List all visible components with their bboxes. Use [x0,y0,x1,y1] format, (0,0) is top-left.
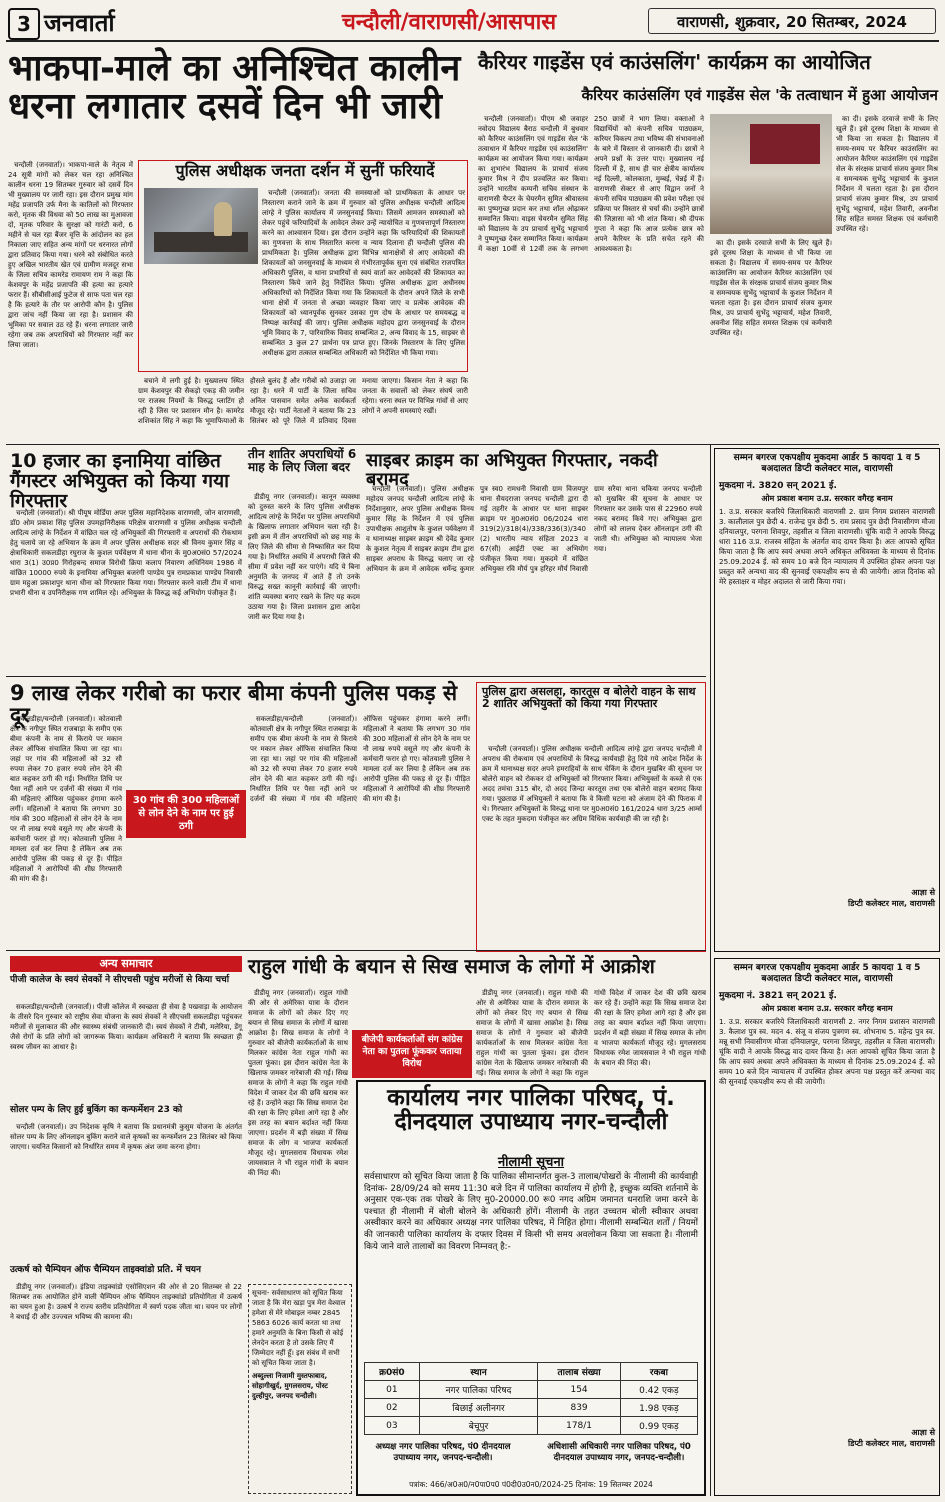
headline-maale-dharna: भाकपा-माले का अनिश्चित कालीन धरना लगातार दसवें दिन भी जारी [8,48,461,127]
rule-3 [6,950,706,951]
anya-samachar-header: अन्य समाचार [10,956,242,972]
story-rahul-body [248,988,348,1188]
notice-title: कार्यालय नगर पालिका परिषद, पं. दीनदयाल उपाध्याय नगर-चन्दौली [387,1085,675,1136]
col-sn: क्र0सं0 [365,1363,420,1381]
cell: 0.99 एकड़ [620,1417,697,1435]
cell: बेचूपुर [419,1417,538,1435]
table-row [365,1399,698,1417]
rule-1 [6,444,939,445]
story-solar-text: चन्दौली (जनवार्ता)। उप निदेशक कृषि ने बताया कि प्रधानमंत्री कुसुम योजना के अंतर्गत सोलर पम्प के लिए ऑनलाइन बुकिंग कराने वाले कृषकों का कन्फर्मेशन 23 सितंबर को किया जाएगा। चयनित किसानों को निर्धारित समय में कृषक अंश जमा करना होगा। [10,1123,242,1151]
cell: 01 [365,1381,420,1399]
legal1-body: 1. उ.प्र. सरकार बजरिये जिलाधिकारी वाराणसी 2. ग्राम निगम प्रशासन वाराणसी 3. कालीलाल पुत्र छेदी 4. राजेन्द्र पुत्र छेदी 5. राम प्रसाद पुत्र छेदी निवासीगण मौजा दनियालपुर, परगना शिवपुर, तहसील व जिला वाराणसी। चूंकि वादी ने आपके विरुद्ध धारा 116 उ.प्र. राजस्व संहिता के अंतर्गत वाद दायर किया है। अतः आपको सूचित किया जाता है कि आप स्वयं अथवा अपने अधिकृत अधिवक्ता के माध्यम से दिनांक 25.09.2024 ई. को समय 10 बजे दिन न्यायालय में उपस्थित होकर अपना पक्ष प्रस्तुत करें अन्यथा वाद की सुनवाई एकपक्षीय रूप से की जायेगी। आज दिनांक को मेरे हस्ताक्षर व मोहर अदालत से जारी किया गया। [719,507,935,586]
story-jila-badar-body [248,492,360,674]
headline-sp-janata: पुलिस अधीक्षक जनता दर्शन में सुनीं फरियादें [175,161,435,180]
col-pond-num: तालाब संख्या [538,1363,621,1381]
cell: 839 [538,1399,621,1417]
subhead-career: कैरियर काउंसलिंग एवं गाइडेंस सेल 'के तत्वाधान में हुआ आयोजन [581,86,938,104]
story-gangster-body [10,508,242,674]
headline-career: कैरियर गाइडेंस एवं काउंसलिंग' कार्यक्रम का आयोजित [478,50,871,74]
cell: बिछाई अलीनगर [419,1399,538,1417]
notice-sign-left: अध्यक्ष नगर पालिका परिषद, पं0 दीनदयाल उपाध्याय नगर, जनपद-चन्दौली। [375,1442,511,1463]
notice-table-wrap [364,1362,698,1435]
story-pg-college-body [10,1002,242,1102]
headline-gangster: 10 हजार का इनामिया वांछित गैंगस्टर अभियुक्त को किया गया गिरफ्तार [10,450,230,512]
story-career-body [478,114,704,440]
legal2-signer: डिप्टी कलेक्टर माल, वाराणसी [848,1439,935,1448]
notice-footer: पत्रांक: 466/अ0अ0/न0पा0प0 पं0दी0उ0न0/2024-25 दिनांक: 19 सितम्बर 2024 [409,1480,653,1489]
dateline: वाराणसी, शुक्रवार, 20 सितम्बर, 2024 [648,8,936,34]
story-maale-cont [138,376,468,434]
headline-jila-badar: तीन शातिर अपराधियों 6 माह के लिए जिला बदर [248,447,357,474]
col-area: रकबा [620,1363,697,1381]
story-maale-text: चन्दौली (जनवार्ता)। भाकपा-माले के नेतृत्व में 24 सूत्री मांगों को लेकर चल रहा अनिश्चित कालीन धरना 19 सितम्बर गुरुवार को दसवें दिन भी मुख्यालय पर जारी रहा। इस दौरान प्रमुख मांग महेंद्र प्रजापति उर्फ मैना के कातिलों को गिरफ्तार करो, मृतक की विधवा को 50 लाख का मुआवजा दो, मृतक परिवार के सुरक्षा को गारंटी करो, 6 महीने से चल रहा बैंजर वृत्ति के आंदोलन का हल निकाला जाए सहित अन्य मांगों पर धरनारत लोगों द्वारा प्रतिवाद किया गया। धरने को संबोधित करते हुए अखिल भारतीय खेत एवं ग्रामीण मजदूर सभा के जिला सचिव कामरेड रामायण राम ने कहा कि केशवपुर के महेंद्र प्रजापति की हत्या का हत्यारे फरार हैं। सीबीसीआई फुटेज से साफ पता चल रहा है कि हत्यारे के तौर पर आरोपी कौन है। पुलिस द्वारा जांच नहीं किया जा रहा है। प्रशासन की भूमिका पर सवाल उठ रहे हैं। धरना लगातार जारी रहेगा जब तक अपराधियों को गिरफ्तार नहीं कर लिया जाता। [8,161,133,349]
story-rahul-text: डीडीयू नगर (जनवार्ता)। राहुल गांधी की ओर से अमेरिका यात्रा के दौरान समाज के लोगों को लेकर दिए गए बयान से सिख समाज के लोगों में खासा आक्रोश है। सिख समाज के लोगों ने गुरुवार को बीजेपी कार्यकर्ताओं के साथ मिलकर कांग्रेस नेता राहुल गांधी का पुतला फूंका। इस दौरान कांग्रेस नेता के खिलाफ जमकर नारेबाजी की गई। सिख समाज के लोगों ने कहा कि राहुल गांधी विदेश में जाकर देश की छवि खराब कर रहे हैं। उन्होंने कहा कि सिख समाज देश की रक्षा के लिए हमेशा आगे रहा है और इस तरह का बयान बर्दाश्त नहीं किया जाएगा। प्रदर्शन में बड़ी संख्या में सिख समाज के लोग व भाजपा कार्यकर्ता मौजूद रहे। मुगलसराय विधायक रमेश जायसवाल ने भी राहुल गांधी के बयान की निंदा की। [248,989,348,1177]
legal-notice-2 [714,958,940,1496]
notice-subtitle: नीलामी सूचना [497,1155,565,1170]
cell: 0.42 एकड़ [620,1381,697,1399]
photo-figure [214,202,232,236]
photo-desk [154,232,248,252]
story-bima-text-2: सकलडीहा/चन्दौली (जनवार्ता)। कोतवाली क्षेत्र के नगीपुर स्थित राजबाड़ा के समीप एक बीमा कंपनी के नाम से किराये पर मकान लेकर ऑफिस संचालित किया जा रहा था। जहां पर गांव की महिलाओं को 32 सौ रुपया लेकर 70 हजार रुपये लोन देने की बात कहकर ठगी की गई। निर्धारित तिथि पर पैसा नहीं आने पर दर्जनों की संख्या में गांव की महिलाएं ऑफिस पहुंचकर हंगामा करने लगीं। महिलाओं ने बताया कि लगभग 30 गांव की 300 महिलाओं से लोन देने के नाम पर नौ लाख रुपये वसूले गए और कंपनी के कर्मचारी फरार हो गए। कोतवाली पुलिस ने मामला दर्ज कर लिया है लेकिन अब तक आरोपी पुलिस की पकड़ से दूर हैं। पीड़ित महिलाओं ने आरोपियों की शीघ्र गिरफ्तारी की मांग की है। [250,715,470,803]
story-arms-body [482,744,702,948]
rahul-pullquote: बीजेपी कार्यकर्ताओं संग कांग्रेस नेता का पुतला फूंककर जताया विरोध [352,1030,472,1078]
legal-divider [710,444,711,1496]
cell: 02 [365,1399,420,1417]
story-sp-text: चन्दौली (जनवार्ता)। जनता की समस्याओं को प्राथमिकता के आधार पर निस्तारण कराने जाने के क्रम में गुरुवार को पुलिस अधीक्षक चन्दौली आदित्य लांग्हे ने पुलिस कार्यालय में जनसुनवाई किया। जिसमें आमजन समस्याओं को लेकर पहुंचे फरियादियों के आवेदन लेकर उन्हें न्यायोचित व गुणवत्तापूर्ण निस्तारण करने का आश्वासन दिया। इस दौरान उन्होंने कहा कि फरियादियों की शिकायतों का गुणवत्ता के साथ निस्तारित करना व न्याय दिलाना ही चन्दौली पुलिस की प्राथमिकता है। पुलिस अधीक्षक द्वारा विभिन्न थानाक्षेत्रों से आए आवेदकों की शिकायतों को जनसुनवाई के माध्यम से गंभीरतापूर्वक सुना एवं संबंधित राजपत्रित अधिकारी पुलिस, व थाना प्रभारियों से स्वयं वार्ता कर आवेदकों की शिकायत का निस्तारण किये जाने हेतु निर्देशित किया। पुलिस अधीक्षक द्वारा अधीनस्थ अधिकारियों को निर्देशित किया गया कि शिकायतों के दौरान अपने जिले के सभी थाना क्षेत्रों में जनता से अच्छा व्यवहार किया जाए व प्रत्येक आवेदक की शिकायतों को ध्यानपूर्वक सुनकर उसका गुण दोष के आधार पर समयबद्ध व निष्पक्ष कार्रवाई की जाए। पुलिस अधीक्षक महोदय द्वारा जनसुनवाई के दौरान भूमि विवाद के 7, पारिवारिक विवाद सम्बन्धित 2, अन्य विवाद के 15, साइबर से सम्बन्धित 3 कुल 27 प्रार्थना पत्र प्राप्त हुए। जिनके निस्तारण के लिए पुलिस अधीक्षक द्वारा तत्काल सम्बन्धित अधिकारी को निर्देशित भी किया गया। [262,189,465,357]
masthead-rule [6,40,939,42]
cell: 154 [538,1381,621,1399]
story-jila-badar-text: डीडीयू नगर (जनवार्ता)। कानून व्यवस्था को दुरुस्त करने के लिए पुलिस अधीक्षक आदित्य लांग्हे के निर्देश पर पुलिस अपराधियों के खिलाफ लगातार अभियान चला रही है। इसी क्रम में तीन अपराधियों को छह माह के लिए जिले की सीमा से निष्कासित कर दिया गया है। निर्धारित अवधि में अपराधी जिले की सीमा में प्रवेश नहीं कर पाएंगे। यदि ये बिना अनुमति के जनपद में आते हैं तो उनके विरुद्ध सख्त कानूनी कार्रवाई की जाएगी। शांति व्यवस्था बनाए रखने के लिए यह कदम उठाया गया है। जिला प्रशासन द्वारा आदेश जारी कर दिया गया है। [248,493,361,621]
headline-pg-college: पीजी कालेज के स्वयं सेवकों ने सीएचसी पहुंच मरीजों से किया चर्चा [10,975,230,985]
legal1-parties: ओम प्रकाश बनाम उ.प्र. सरकार वगैरह बनाम [761,494,893,503]
story-pg-college-text: सकलडीहा/चन्दौली (जनवार्ता)। पीजी कॉलेज में स्वच्छता ही सेवा है पखवाड़ा के आयोजन के तीसरे दिन गुरुवार को राष्ट्रीय सेवा योजना के स्वयं सेवकों ने सीएचसी सकलडीहा पहुंचकर मरीजों से मुलाकात की और स्वास्थ्य संबंधी जानकारी दी। स्वयं सेवकों ने टीबी, मलेरिया, डेंगू जैसे रोगों के प्रति लोगों को जागरूक किया। कार्यक्रम अधिकारी ने बताया कि स्वच्छता ही स्वस्थ जीवन का आधार है। [10,1003,242,1051]
story-career-text2: का दी। इसके दरवाजे सभी के लिए खुले हैं। इसे दूरस्थ शिक्षा के माध्यम से भी किया जा सकता है। विद्यालय में समय-समय पर कैरियर काउंसलिंग का आयोजन कैरियर काउंसलिंग एवं गाइडेंस सेल के संरक्षक प्राचार्य संजय कुमार मिश्र व समन्वयक सुभेंदु भट्टाचार्य के कुशल निर्देशन में चलता रहता है। इस दौरान प्राचार्य संजय कुमार मिश्र, उप प्राचार्य सुभेंदु भट्टाचार्य, महेश तिवारी, अवनीश सिंह सहित समस्त शिक्षक एवं कर्मचारी उपस्थित रहे। [836,115,938,233]
table-row [365,1417,698,1435]
story-bima-body-1 [10,714,122,944]
col-place: स्थान [419,1363,538,1381]
police-photo [144,188,258,264]
photo-banner [750,124,820,164]
cell: 03 [365,1417,420,1435]
bima-pullquote: 30 गांव की 300 महिलाओं से लोन देने के नाम पर हुई ठगी [126,790,246,838]
cell: 1.98 एकड़ [620,1399,697,1417]
story-bima-body-2 [250,714,470,944]
cell: 178/1 [538,1417,621,1435]
story-career-text: चन्दौली (जनवार्ता)। पीएम श्री जवाहर नवोदय विद्यालय बैराठ चन्दौली में बुधवार को कैरियर काउंसलिंग एवं गाइडेंस सेल 'के तत्वाधान में कैरियर गाइडेंस एवं काउंसलिंग' कार्यक्रम का आयोजन किया गया। कार्यक्रम का शुभारंभ विद्यालय के प्राचार्य संजय कुमार मिश्र ने दीप प्रज्वलित कर किया। उन्होंने भारतीय कम्पनी सचिव संस्थान के वाराणसी चैप्टर के चेयरमैन सुमित श्रीवास्तव का पुष्पगुच्छ प्रदान कर तथा शॉल ओढ़ाकर सम्मानित किया। वाइस चेयरमैन सुमित सिंह को विद्यालय के उप प्राचार्य सुभेंदु भट्टाचार्य ने पुष्पगुच्छ देकर सम्मानित किया। कार्यक्रम में कक्षा 10वीं से 12वीं तक के लगभग 250 छात्रों ने भाग लिया। वक्ताओं ने विद्यार्थियों को कंपनी सचिव पाठ्यक्रम, करियर विकल्प तथा भविष्य की संभावनाओं के बारे में विस्तार से जानकारी दी। छात्रों ने अपने प्रश्नों के उत्तर पाए। मुख्यालय नई दिल्ली में है, साथ ही चार क्षेत्रीय कार्यालय नई दिल्ली, कोलकाता, मुम्बई, चेन्नई में हैं। वाराणसी सेक्टर से आए विद्वान जनों ने कंपनी सचिव पाठ्यक्रम की प्रवेश परीक्षा एवं प्रक्रिया पर विस्तार से चर्चा की। उन्होंने छात्रों की जिज्ञासा को भी शांत किया। श्री दीपक गुप्ता ने कहा कि आज प्रत्येक छात्र को अपने कैरियर के प्रति सचेत रहने की आवश्यकता है। [478,115,704,253]
legal1-case: मुकदमा नं. 3820 सन् 2021 ई. [719,481,837,491]
headline-bima: 9 लाख लेकर गरीबो का फरार बीमा कंपनी पुलिस पकड़ से दूर [10,681,458,728]
story-career-text3: का दी। इसके दरवाजे सभी के लिए खुले हैं। इसे दूरस्थ शिक्षा के माध्यम से भी किया जा सकता है। विद्यालय में समय-समय पर कैरियर काउंसलिंग का आयोजन कैरियर काउंसलिंग एवं गाइडेंस सेल के संरक्षक प्राचार्य संजय कुमार मिश्र व समन्वयक सुभेंदु भट्टाचार्य के कुशल निर्देशन में चलता रहता है। इस दौरान प्राचार्य संजय कुमार मिश्र, उप प्राचार्य सुभेंदु भट्टाचार्य, महेश तिवारी, अवनीश सिंह सहित समस्त शिक्षक एवं कर्मचारी उपस्थित रहे। [710,239,832,337]
headline-cyber: साइबर क्राइम का अभियुक्त गिरफ्तार, नकदी बरामद [366,450,658,490]
masthead [0,0,945,42]
story-rahul-body-2 [476,988,706,1078]
story-arms-text: चन्दौली (जनवार्ता)। पुलिस अधीक्षक चन्दौली आदित्य लांग्हे द्वारा जनपद चन्दौली में अपराध की रोकथाम एवं अपराधियों के विरुद्ध कार्यवाही हेतु दिये गये आदेश निर्देश के क्रम में थानाध्यक्ष सदर अपने हमराहियों के साथ चेकिंग के दौरान मुखबिर की सूचना पर बोलेरो वाहन को रोककर दो अभियुक्तों को गिरफ्तार किया। अभियुक्तों के कब्जे से एक अदद तमंचा 315 बोर, दो अदद जिन्दा कारतूस तथा एक बोलेरो वाहन बरामद किया गया। पूछताछ में अभियुक्तों ने बताया कि वे किसी घटना को अंजाम देने की फिराक में थे। गिरफ्तार अभियुक्तों के विरुद्ध थाना पर मु0अ0सं0 161/2024 धारा 3/25 आर्म्स एक्ट के तहत मुकदमा पंजीकृत कर अग्रिम विधिक कार्यवाही की जा रही है। [482,745,702,823]
page-number: 3 [8,8,40,40]
lost-notice [248,1284,352,1494]
headline-rahul: राहुल गांधी के बयान से सिख समाज के लोगों में आक्रोश [248,954,655,978]
section-title: चन्दौली/वाराणसी/आसपास [341,10,557,35]
cell: नगर पालिका परिषद [419,1381,538,1399]
story-maale-body [8,160,133,490]
paper-name: जनवार्ता [44,9,115,37]
story-cyber-text: चन्दौली (जनवार्ता)। पुलिस अधीक्षक महोदय जनपद चन्दौली आदित्य लांग्हे के निर्देशानुसार, अपर पुलिस अधीक्षक विनय कुमार सिंह के निर्देशन में एवं पुलिस उपाधीक्षक आशुतोष के कुशल पर्यवेक्षण में व थानाध्यक्ष साइबर क्राइम श्री देवेंद्र कुमार के कुशल नेतृत्व में साइबर क्राइम टीम द्वारा साइबर अपराध के विरुद्ध चलाए जा रहे अभियान के क्रम में आवेदक धर्मेन्द्र कुमार पुत्र स्व0 रामधनी निवासी ग्राम विजयपुर थाना सैयदराजा जनपद चन्दौली द्वारा दी गई तहरीर के आधार पर थाना साइबर क्राइम पर मु0अ0सं0 06/2024 धारा 319(2)/318(4)/338/336(3)/340(2) भारतीय न्याय संहिता 2023 व 67(सी) आईटी एक्ट का अभियोग पंजीकृत किया गया। मुकदमे में वांछित अभियुक्त रवि मौर्य पुत्र हरिहर मौर्य निवासी ग्राम सरैया थाना चकिया जनपद चन्दौली को मुखबिर की सूचना के आधार पर गिरफ्तार कर उसके पास से 22960 रुपये नकद बरामद किये गए। अभियुक्त द्वारा लोगों को लालच देकर ऑनलाइन ठगी की जाती थी। अभियुक्त को न्यायालय भेजा गया। [366,485,702,573]
notice-table [364,1362,698,1435]
legal2-parties: ओम प्रकाश बनाम उ.प्र. सरकार वगैरह बनाम [761,1004,893,1013]
story-solar-body [10,1122,242,1262]
lost-notice-name: अब्दुल्ला निजामी मुस्तफाबाद, सोहागीखुर्द, मुगलसराय, पोस्ट दुल्हीपुर, जनपद चन्दौली। [252,1372,328,1400]
story-bima-text: सकलडीहा/चन्दौली (जनवार्ता)। कोतवाली क्षेत्र के नगीपुर स्थित राजबाड़ा के समीप एक बीमा कंपनी के नाम से किराये पर मकान लेकर ऑफिस संचालित किया जा रहा था। जहां पर गांव की महिलाओं को 32 सौ रुपया लेकर 70 हजार रुपये लोन देने की बात कहकर ठगी की गई। निर्धारित तिथि पर पैसा नहीं आने पर दर्जनों की संख्या में गांव की महिलाएं ऑफिस पहुंचकर हंगामा करने लगीं। महिलाओं ने बताया कि लगभग 30 गांव की 300 महिलाओं से लोन देने के नाम पर नौ लाख रुपये वसूले गए और कंपनी के कर्मचारी फरार हो गए। कोतवाली पुलिस ने मामला दर्ज कर लिया है लेकिन अब तक आरोपी पुलिस की पकड़ से दूर हैं। पीड़ित महिलाओं ने आरोपियों की शीघ्र गिरफ्तारी की मांग की है। [10,715,122,883]
notice-sign-right: अधिशासी अधिकारी नगर पालिका परिषद, पं0 दीनदयाल उपाध्याय नगर, जनपद-चन्दौली। [547,1442,691,1463]
story-taekwondo-body [10,1282,242,1482]
headline-arms: पुलिस द्वारा असलहा, कारतूस व बोलेरो वाहन के साथ 2 शातिर अभियुक्तों को किया गया गिरफ्तार [482,685,696,710]
headline-taekwondo: उत्कर्ष को चैम्पियन ऑफ चैम्पियन ताइक्वांडो प्रति. में चयन [10,1265,201,1275]
legal2-court: सम्मन बगरज एकपक्षीय मुकदमा आर्डर 5 कायदा 1 व 5 बअदालत डिप्टी कलेक्टर माल, वाराणसी [733,963,921,984]
table-row [365,1381,698,1399]
story-career-cont2 [710,238,832,438]
legal2-body: 1. उ.प्र. सरकार बजरिये जिलाधिकारी वाराणसी 2. नगर निगम प्रशासन वाराणसी 3. कैलाश पुत्र स्व. मदन 4. संजू व संजय पुत्रगण स्व. शोभनाथ 5. महेन्द्र पुत्र स्व. मन्नू सभी निवासीगण मौजा दनियालपुर, परगना शिवपुर, तहसील व जिला वाराणसी। चूंकि वादी ने आपके विरुद्ध वाद दायर किया है। अतः आपको सूचित किया जाता है कि आप स्वयं अथवा अपने अधिवक्ता के माध्यम से दिनांक 25.09.2024 ई. को समय 10 बजे दिन न्यायालय में उपस्थित होकर अपना पक्ष प्रस्तुत करें अन्यथा वाद की सुनवाई एकपक्षीय रूप से की जायेगी। [719,1017,935,1086]
story-maale-cont-text: बचाने में लगी हुई है। मुख्यालय स्थित ग्राम केशवपुर की सैकड़ो एकड़ की जमीन पर राजस्व नियमों के विरुद्ध प्लाटिंग हो रही है जिस पर प्रशासन मौन है। कामरेड शशिकांत सिंह ने कहा कि भूमाफियाओं के हौसले बुलंद हैं और गरीबों को उजाड़ा जा रहा है। धरने में पार्टी के जिला सचिव अनिल पासवान समेत अनेक कार्यकर्ता मौजूद रहे। पार्टी नेताओं ने बताया कि 23 सितंबर को पूरे जिले में प्रतिवाद दिवस मनाया जाएगा। किसान नेता ने कहा कि जनता के सवालों को लेकर संघर्ष जारी रहेगा। धरना स्थल पर विभिन्न गांवों से आए लोगों ने अपनी समस्याएं रखीं। [138,377,468,425]
story-career-cont [836,114,938,440]
auction-notice [356,1080,706,1496]
notice-table-header [365,1363,698,1381]
lost-notice-body: सूचना- सर्वसाधारण को सूचित किया जाता है कि मेरा खड़ा पुत्र मेरा वेश्वाल हमेशा से मेरे मोबाइल नम्बर 2845 5863 6026 कार्य करता था तथा हमारे अनुमति के बिना किसी से कोई लेनदेन करता है तो उसके लिए मैं जिम्मेदार नहीं हूँ। इस संबंध में सभी को सूचित किया जाता है। [252,1289,346,1367]
story-cyber-body [366,484,702,674]
notice-body: सर्वसाधारण को सूचित किया जाता है कि पालिका सीमान्तर्गत कुल-3 तालाब/पोखरों के नीलामी की कार्यवाही दिनांक- 28/09/24 को समय 11:30 बजे दिन में पालिका कार्यालय में होगी है, इच्छुक व्यक्ति शर्तनामें के अनुसार एक-एक तक पोखरे के लिए मु0-20000.00 रू0 नगद अग्रिम जमानत धनराशि जमा करने के पश्चात ही नीलामी में बोली बोलने के अधिकारी होंगें। नीलामी के तहत उच्चतम बोली स्वीकार अथवा अस्वीकार करने का अधिकार अध्यक्ष नगर पालिका परिषद, में निहित होगा। नीलामी सम्बन्धित शर्तों / नियमों की जानकारी पालिका कार्यालय के दफ्तर दिवस में किसी भी समय अवलोकन किया जा सकता है। नीलामी किये जाने वाले तालाबों का विवरण निम्नवत् है:- [364,1172,698,1252]
story-gangster-text: चन्दौली (जनवार्ता)। श्री पीयूष मोर्डिया अपर पुलिस महानिदेशक वाराणसी, जोन वाराणसी, डॉ0 ओम प्रकाश सिंह पुलिस उपमहानिरीक्षक परिक्षेत्र वाराणसी व पुलिस अधीक्षक चन्दौली आदित्य लांग्हे के निर्देशन में वांछित चल रहे अभियुक्तों की गिरफ्तारी व अपराधों की रोकथाम हेतु चलाये जा रहे अभियान के क्रम में अपर पुलिस अधीक्षक सदर श्री विनय कुमार सिंह व क्षेत्राधिकारी सकलडीहा रघुराज के कुशल पर्यवेक्षण में थाना धीना के मु0अ0सं0 57/2024 धारा 3(1) उ0प्र0 गिरोहबन्द समाज विरोधी क्रिया कलाप निवारण अधिनियम 1986 में वांछित 10000 रुपये के इनामिया अभियुक्त बजरंगी पाण्डेय पुत्र रामप्रकाश पाण्डेय निवासी ग्राम महुआ प्रकाशपुर थाना धीना को गिरफ्तार किया गया। गिरफ्तार करने वाली टीम में थाना प्रभारी धीना व उपनिरीक्षक गण शामिल रहे। अभियुक्त के विरुद्ध कई अभियोग पंजीकृत हैं। [10,509,242,597]
story-rahul-text-2: डीडीयू नगर (जनवार्ता)। राहुल गांधी की ओर से अमेरिका यात्रा के दौरान समाज के लोगों को लेकर दिए गए बयान से सिख समाज के लोगों में खासा आक्रोश है। सिख समाज के लोगों ने गुरुवार को बीजेपी कार्यकर्ताओं के साथ मिलकर कांग्रेस नेता राहुल गांधी का पुतला फूंका। इस दौरान कांग्रेस नेता के खिलाफ जमकर नारेबाजी की गई। सिख समाज के लोगों ने कहा कि राहुल गांधी विदेश में जाकर देश की छवि खराब कर रहे हैं। उन्होंने कहा कि सिख समाज देश की रक्षा के लिए हमेशा आगे रहा है और इस तरह का बयान बर्दाश्त नहीं किया जाएगा। प्रदर्शन में बड़ी संख्या में सिख समाज के लोग व भाजपा कार्यकर्ता मौजूद रहे। मुगलसराय विधायक रमेश जायसवाल ने भी राहुल गांधी के बयान की निंदा की। [476,989,706,1077]
legal-notice-1 [714,448,940,952]
story-sp-body [262,188,465,368]
legal1-sign: आज्ञा से [911,888,935,897]
legal2-sign: आज्ञा से [911,1428,935,1437]
legal1-court: सम्मन बगरज एकपक्षीय मुकदमा आर्डर 5 कायदा 1 व 5 बअदालत डिप्टी कलेक्टर माल, वाराणसी [733,453,921,474]
legal2-case: मुकदमा नं. 3821 सन् 2021 ई. [719,991,837,1001]
rule-2 [6,676,706,677]
career-photo [710,114,832,234]
legal1-signer: डिप्टी कलेक्टर माल, वाराणसी [848,899,935,908]
headline-solar: सोलर पम्प के लिए हुई बुकिंग का कन्फर्मेशन 23 को [10,1105,183,1115]
story-taekwondo-text: डीडीयू नगर (जनवार्ता)। इंडिया ताइक्वांडो एसोसिएशन की ओर से 20 सितम्बर से 22 सितम्बर तक आयोजित होने वाली चैम्पियन ऑफ चैम्पियन ताइक्वांडो प्रतियोगिता में उत्कर्ष का चयन हुआ है। उत्कर्ष ने राज्य स्तरीय प्रतियोगिता में स्वर्ण पदक जीता था। चयन पर लोगों ने बधाई दी और उज्ज्वल भविष्य की कामना की। [10,1283,242,1321]
